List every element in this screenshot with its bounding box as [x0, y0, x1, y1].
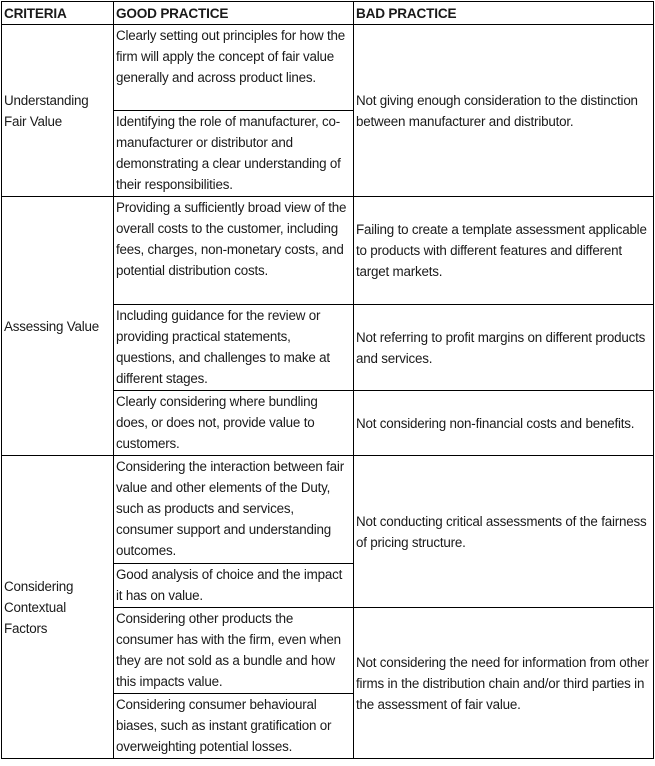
- practice-table: [1, 1, 654, 759]
- header-criteria: CRITERIA: [2, 2, 114, 25]
- bad-practice-cell: Not considering non-financial costs and benefits.: [354, 391, 654, 456]
- criteria-cell: Considering Contextual Factors: [2, 456, 114, 759]
- good-practice-cell: Considering the interaction between fair value and other elements of the Duty, such as products and services, consumer support and understanding outcomes.: [114, 456, 354, 564]
- good-practice-cell: Identifying the role of manufacturer, co-manufacturer or distributor and demonstrating a clear understanding of their responsibilities.: [114, 111, 354, 197]
- good-practice-cell: Considering other products the consumer has with the firm, even when they are not sold as a bundle and how this impacts value.: [114, 608, 354, 694]
- table-row: [2, 197, 654, 305]
- good-practice-cell: Including guidance for the review or providing practical statements, questions, and challenges to make at different stages.: [114, 305, 354, 391]
- criteria-cell: Assessing Value: [2, 197, 114, 456]
- good-practice-cell: Considering consumer behavioural biases, such as instant gratification or overweighting potential losses.: [114, 694, 354, 759]
- bad-practice-cell: Not considering the need for information from other firms in the distribution chain and/or third parties in the assessment of fair value.: [354, 608, 654, 759]
- criteria-cell: Understanding Fair Value: [2, 25, 114, 197]
- header-row: [2, 2, 654, 25]
- bad-practice-cell: Failing to create a template assessment applicable to products with different features and different target markets.: [354, 197, 654, 305]
- bad-practice-cell: Not giving enough consideration to the distinction between manufacturer and distributor.: [354, 25, 654, 197]
- table-row: [2, 456, 654, 564]
- good-practice-cell: Providing a sufficiently broad view of the overall costs to the customer, including fees, charges, non-monetary costs, and potential distribution costs.: [114, 197, 354, 305]
- table-row: [2, 25, 654, 111]
- good-practice-cell: Good analysis of choice and the impact it has on value.: [114, 564, 354, 608]
- good-practice-cell: Clearly considering where bundling does, or does not, provide value to customers.: [114, 391, 354, 456]
- good-practice-cell: Clearly setting out principles for how the firm will apply the concept of fair value generally and across product lines.: [114, 25, 354, 111]
- bad-practice-cell: Not referring to profit margins on different products and services.: [354, 305, 654, 391]
- header-bad-practice: BAD PRACTICE: [354, 2, 654, 25]
- header-good-practice: GOOD PRACTICE: [114, 2, 354, 25]
- bad-practice-cell: Not conducting critical assessments of the fairness of pricing structure.: [354, 456, 654, 608]
